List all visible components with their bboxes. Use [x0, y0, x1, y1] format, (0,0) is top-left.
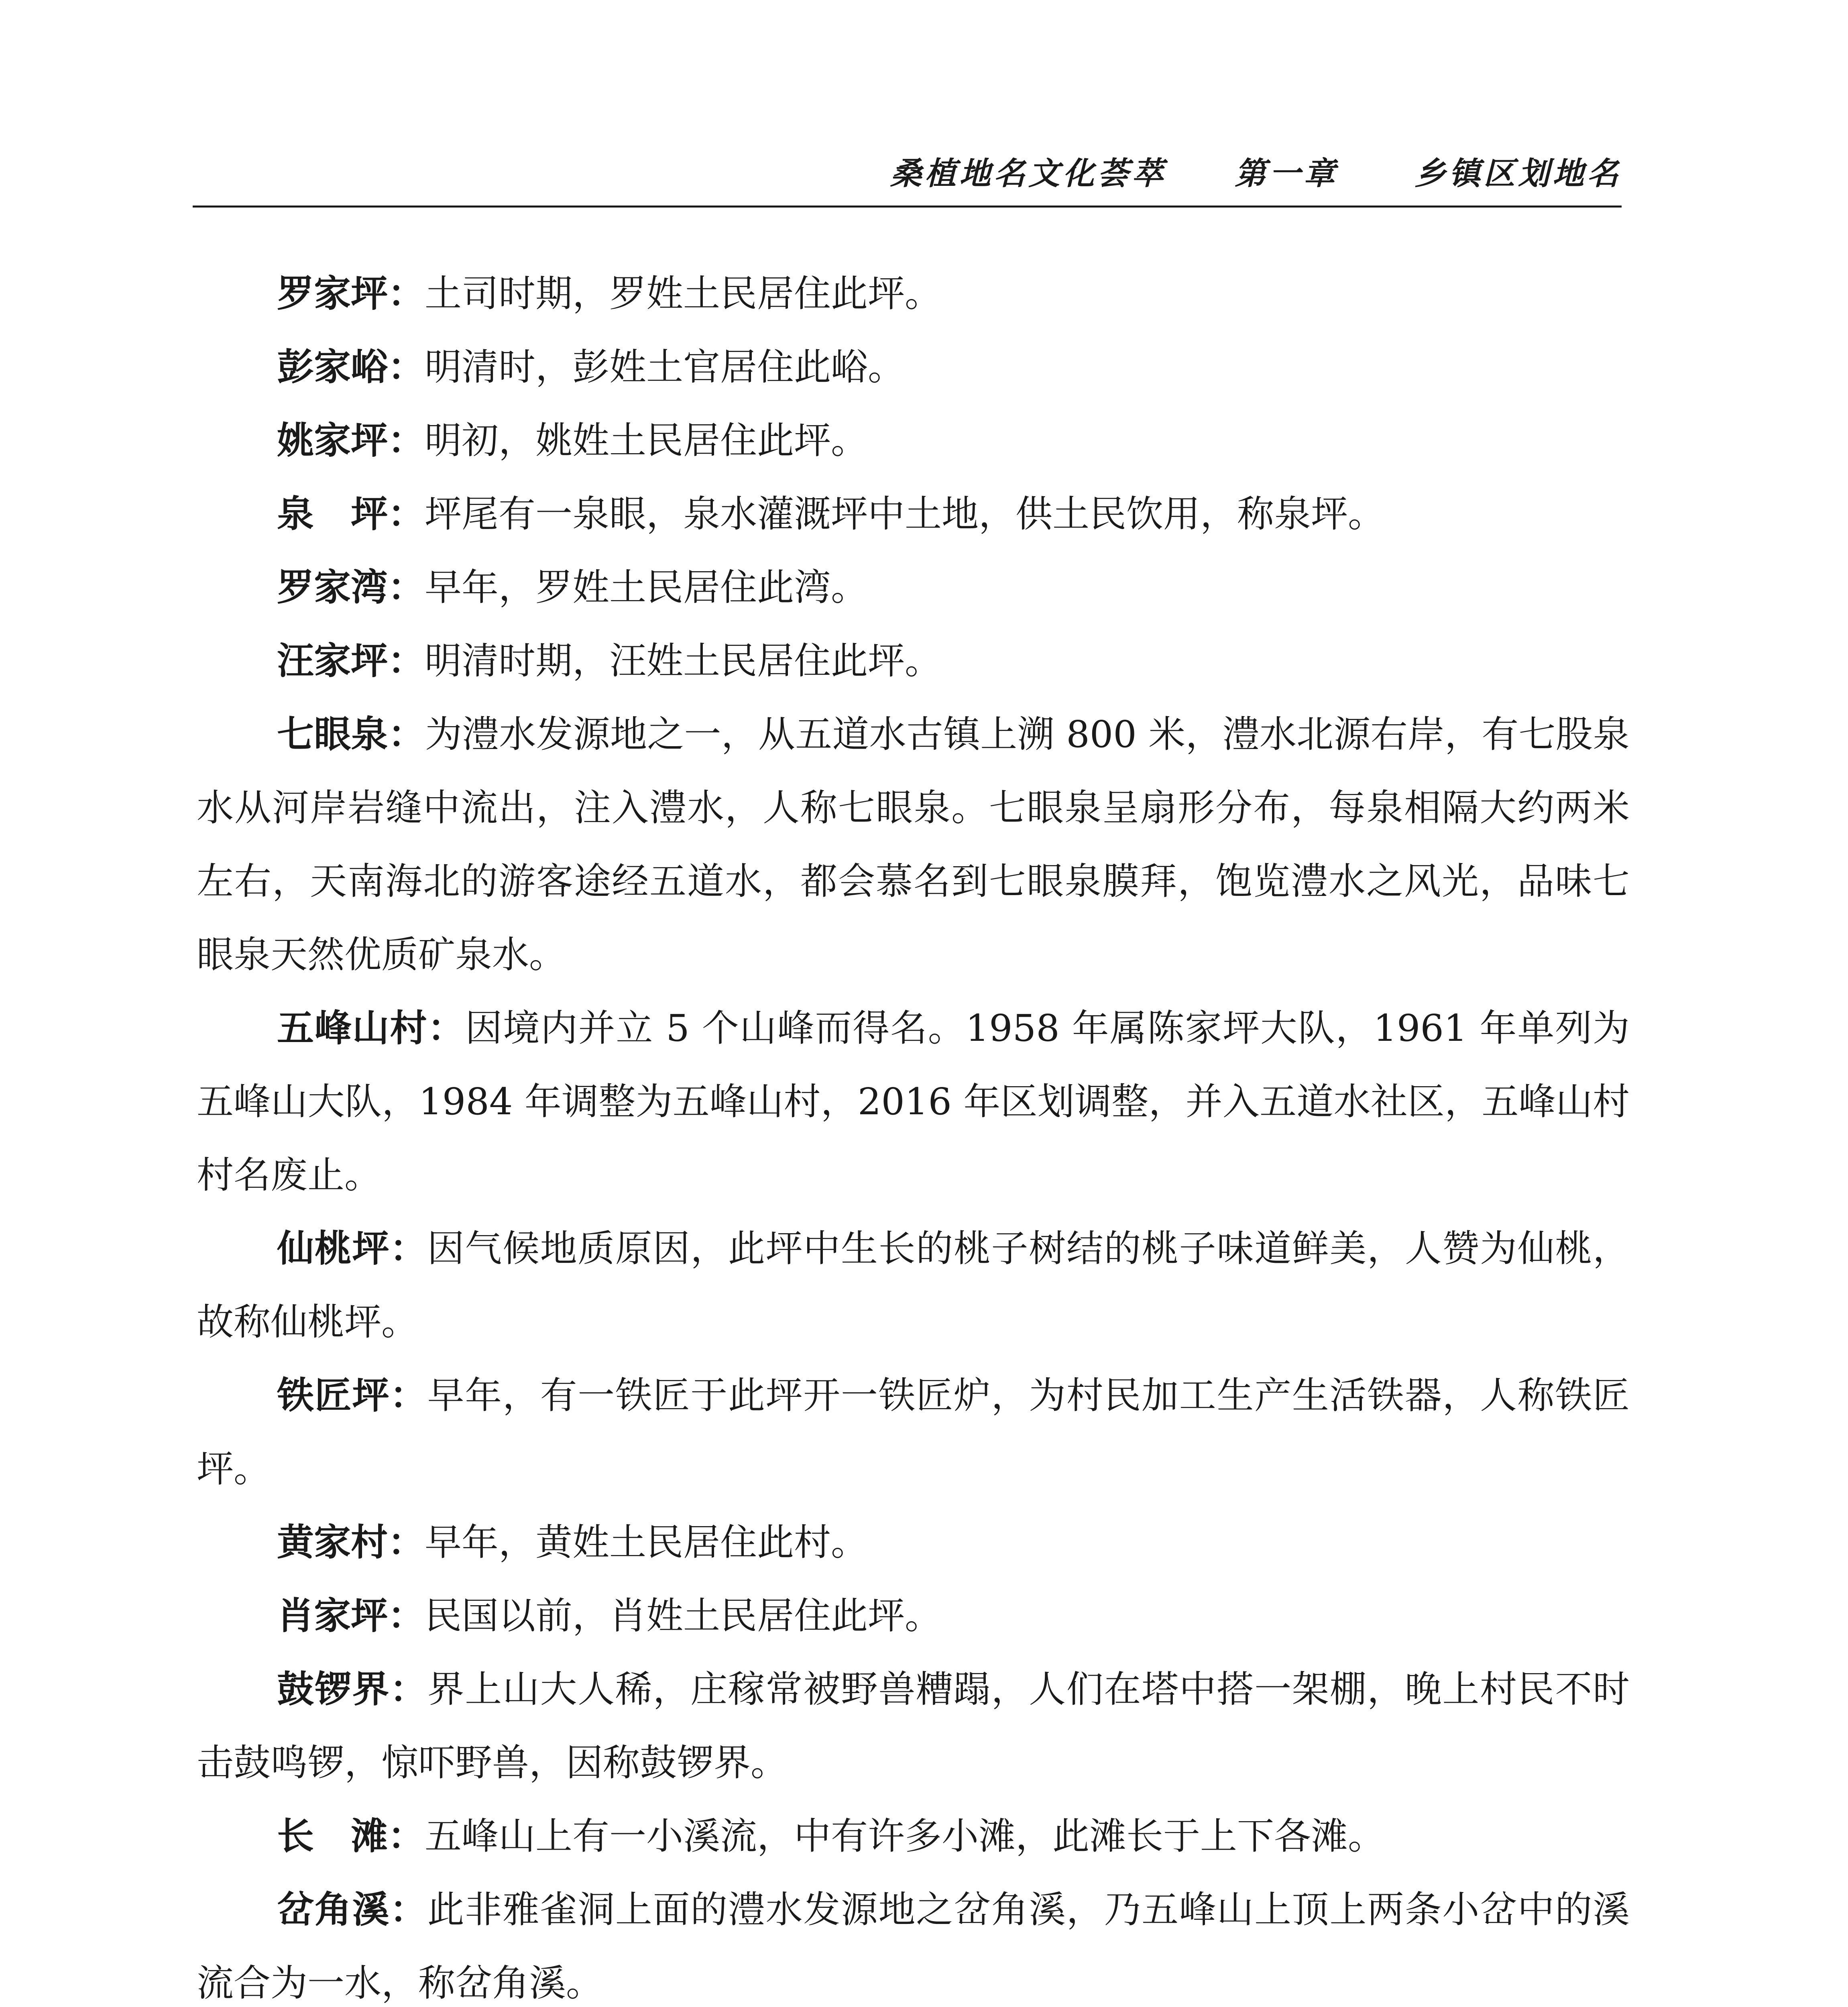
running-header [193, 136, 1622, 201]
entry-text: 明初，姚姓土民居住此坪。 [425, 419, 868, 462]
entry-term: 罗家坪： [277, 272, 425, 315]
entry-term: 肖家坪： [277, 1594, 425, 1637]
entry [197, 991, 1630, 1212]
entry [197, 404, 1630, 477]
entry-term: 鼓锣界： [277, 1668, 427, 1711]
entry-term: 汪家坪： [277, 639, 425, 682]
entry-term: 泉 坪： [277, 493, 425, 535]
entry-text: 此非雅雀洞上面的澧水发源地之岔角溪，乃五峰山上顶上两条小岔中的溪流合为一水，称岔角溪。 [197, 1888, 1630, 2005]
section-label: 乡镇区划地名 [1414, 156, 1622, 192]
entry-text: 土司时期，罗姓土民居住此坪。 [425, 272, 942, 315]
entry-text: 因境内并立 5 个山峰而得名。1958 年属陈家坪大队，1961 年单列为五峰山大队，1984 年调整为五峰山村，2016 年区划调整，并入五道水社区，五峰山村村名废止。 [197, 1007, 1630, 1197]
entry-text: 明清时期，汪姓土民居住此坪。 [425, 639, 942, 682]
entry [197, 1212, 1630, 1359]
entry [197, 330, 1630, 404]
chapter-label: 第一章 [1234, 156, 1338, 192]
entry-text: 早年，有一铁匠于此坪开一铁匠炉，为村民加工生产生活铁器，人称铁匠坪。 [197, 1374, 1630, 1490]
entry-term: 岔角溪： [277, 1888, 427, 1931]
entry-text: 民国以前，肖姓土民居住此坪。 [425, 1594, 942, 1637]
header-text [890, 149, 1622, 193]
entry-text: 明清时，彭姓土官居住此峪。 [425, 346, 905, 389]
entry-text: 早年，黄姓土民居住此村。 [425, 1521, 868, 1564]
entry [197, 698, 1630, 991]
entry-term: 罗家湾： [277, 566, 425, 609]
entry [197, 257, 1630, 330]
entry-term: 彭家峪： [277, 346, 425, 389]
entry [197, 624, 1630, 698]
entry [197, 1506, 1630, 1579]
entry-term: 姚家坪： [277, 419, 425, 462]
entry-term: 七眼泉： [277, 713, 425, 756]
entry-text: 五峰山上有一小溪流，中有许多小滩，此滩长于上下各滩。 [425, 1815, 1385, 1858]
entry [197, 1359, 1630, 1506]
entry-text: 因气候地质原因，此坪中生长的桃子树结的桃子味道鲜美，人赞为仙桃，故称仙桃坪。 [197, 1227, 1630, 1343]
book-title: 桑植地名文化荟萃 [890, 156, 1166, 192]
header-rule [193, 206, 1622, 208]
entry-term: 铁匠坪： [277, 1374, 427, 1417]
entry [197, 1653, 1630, 1799]
entry [197, 1579, 1630, 1653]
entry-term: 五峰山村： [277, 1007, 466, 1050]
entry-list [197, 257, 1630, 2007]
entry [197, 1799, 1630, 1873]
entry-text: 界上山大人稀，庄稼常被野兽糟蹋，人们在塔中搭一架棚，晚上村民不时击鼓鸣锣，惊吓野兽，因称鼓锣界。 [197, 1668, 1630, 1784]
entry-term: 黄家村： [277, 1521, 425, 1564]
entry-text: 早年，罗姓土民居住此湾。 [425, 566, 868, 609]
entry-term: 仙桃坪： [277, 1227, 427, 1270]
entry-text: 坪尾有一泉眼，泉水灌溉坪中土地，供土民饮用，称泉坪。 [425, 493, 1385, 535]
entry [197, 551, 1630, 624]
entry [197, 477, 1630, 551]
entry [197, 1873, 1630, 2007]
entry-term: 长 滩： [277, 1815, 425, 1858]
entry-text: 为澧水发源地之一，从五道水古镇上溯 800 米，澧水北源右岸，有七股泉水从河岸岩缝中流出，注入澧水，人称七眼泉。七眼泉呈扇形分布，每泉相隔大约两米左右，天南海北的游客途经五道水，都会慕名到七眼泉膜拜，饱览澧水之风光，品味七眼泉天然优质矿泉水。 [197, 713, 1630, 976]
